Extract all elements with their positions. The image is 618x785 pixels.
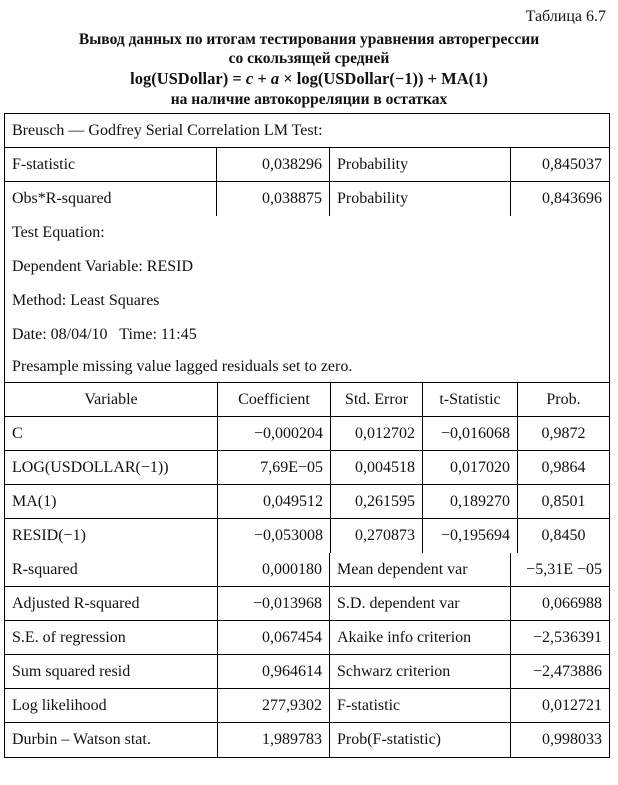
- coef-value: 7,69E−05: [217, 451, 330, 484]
- equation-var-a: a: [270, 69, 280, 88]
- test-equation-info: [5, 216, 609, 383]
- stat-value: 0,998033: [510, 723, 609, 757]
- coef-value: 0,012702: [330, 417, 422, 450]
- coef-value: 0,017020: [422, 451, 517, 484]
- test-header: Breusch — Godfrey Serial Correlation LM Test:: [12, 121, 323, 139]
- stat-label: Akaike info criterion: [329, 621, 510, 654]
- equation-part: × log(USDollar(−1)) + MA(1): [279, 69, 488, 88]
- test-header-row: [5, 114, 609, 148]
- stat-label: Schwarz criterion: [329, 655, 510, 688]
- title-line-4: на наличие автокорреляции в остатках: [170, 91, 448, 108]
- coef-row: [5, 519, 609, 553]
- probability-label: Probability: [329, 148, 510, 181]
- stat-label: Sum squared resid: [12, 662, 131, 680]
- stat-value: 0,067454: [217, 621, 329, 654]
- coef-value: 0,8450: [517, 519, 609, 553]
- equation-var-c: c: [245, 69, 254, 88]
- title-equation: [0, 69, 618, 88]
- stat-row: [5, 655, 609, 689]
- stat-value: 0,066988: [510, 587, 609, 620]
- coef-value: 0,004518: [330, 451, 422, 484]
- stat-value: 0,000180: [217, 553, 329, 586]
- title-line-1: Вывод данных по итогам тестирования уравнения авторегрессии: [78, 31, 540, 48]
- stat-value: −0,013968: [217, 587, 329, 620]
- coef-row: [5, 451, 609, 485]
- results-table: [4, 113, 610, 758]
- stat-label: R-squared: [12, 560, 78, 578]
- stat-value: 1,989783: [217, 723, 329, 757]
- probability-value: 0,843696: [510, 182, 609, 216]
- info-line: Method: Least Squares: [12, 292, 160, 309]
- coef-value: 0,9864: [517, 451, 609, 484]
- equation-part: +: [253, 69, 271, 88]
- stat-label: Mean dependent var: [329, 553, 510, 586]
- variable-name: MA(1): [12, 492, 57, 510]
- test-stat-value: 0,038875: [216, 182, 329, 216]
- coef-value: 0,270873: [330, 519, 422, 553]
- info-line: Presample missing value lagged residuals set to zero.: [12, 358, 353, 375]
- test-row: [5, 182, 609, 216]
- stat-label: F-statistic: [329, 689, 510, 722]
- probability-value: 0,845037: [510, 148, 609, 181]
- stat-value: 0,964614: [217, 655, 329, 688]
- variable-name: LOG(USDOLLAR(−1)): [12, 458, 169, 476]
- coef-value: 0,049512: [217, 485, 330, 518]
- stat-value: −2,536391: [510, 621, 609, 654]
- stat-row: [5, 621, 609, 655]
- coef-value: 0,8501: [517, 485, 609, 518]
- test-stat-label: Obs*R-squared: [12, 190, 112, 207]
- coef-value: 0,261595: [330, 485, 422, 518]
- info-line: Test Equation:: [12, 224, 105, 241]
- stat-row: [5, 723, 609, 757]
- column-header: Std. Error: [330, 383, 422, 416]
- stat-value: −2,473886: [510, 655, 609, 688]
- coef-value: −0,016068: [422, 417, 517, 450]
- probability-label: Probability: [329, 182, 510, 216]
- coef-value: −0,053008: [217, 519, 330, 553]
- info-line: Dependent Variable: RESID: [12, 258, 193, 275]
- coef-row: [5, 417, 609, 451]
- table-label: Таблица 6.7: [525, 8, 606, 25]
- stat-label: Prob(F-statistic): [329, 723, 510, 757]
- test-stat-value: 0,038296: [216, 148, 329, 181]
- stat-label: Adjusted R-squared: [12, 594, 140, 612]
- coef-row: [5, 485, 609, 519]
- column-header: Variable: [84, 390, 138, 408]
- coef-value: −0,195694: [422, 519, 517, 553]
- variable-name: RESID(−1): [12, 527, 86, 544]
- test-row: [5, 148, 609, 182]
- stat-label: Durbin – Watson stat.: [12, 731, 151, 748]
- coef-header-row: [5, 383, 609, 417]
- title-line-2: со скользящей средней: [228, 50, 390, 67]
- test-stat-label: F-statistic: [12, 155, 76, 173]
- stat-label: S.E. of regression: [12, 628, 126, 646]
- stat-row: [5, 553, 609, 587]
- info-line: Date: 08/04/10 Time: 11:45: [12, 326, 197, 343]
- equation-part: log(USDollar) =: [130, 69, 246, 88]
- stat-value: 277,9302: [217, 689, 329, 722]
- variable-name: C: [12, 424, 23, 442]
- column-header: Prob.: [517, 383, 609, 416]
- stat-value: −5,31E −05: [510, 553, 609, 586]
- stat-label: S.D. dependent var: [329, 587, 510, 620]
- column-header: Coefficient: [217, 383, 330, 416]
- stat-row: [5, 689, 609, 723]
- column-header: t-Statistic: [422, 383, 517, 416]
- stat-value: 0,012721: [510, 689, 609, 722]
- stat-row: [5, 587, 609, 621]
- coef-value: 0,189270: [422, 485, 517, 518]
- coef-value: −0,000204: [217, 417, 330, 450]
- stat-label: Log likelihood: [12, 696, 107, 714]
- coef-value: 0,9872: [517, 417, 609, 450]
